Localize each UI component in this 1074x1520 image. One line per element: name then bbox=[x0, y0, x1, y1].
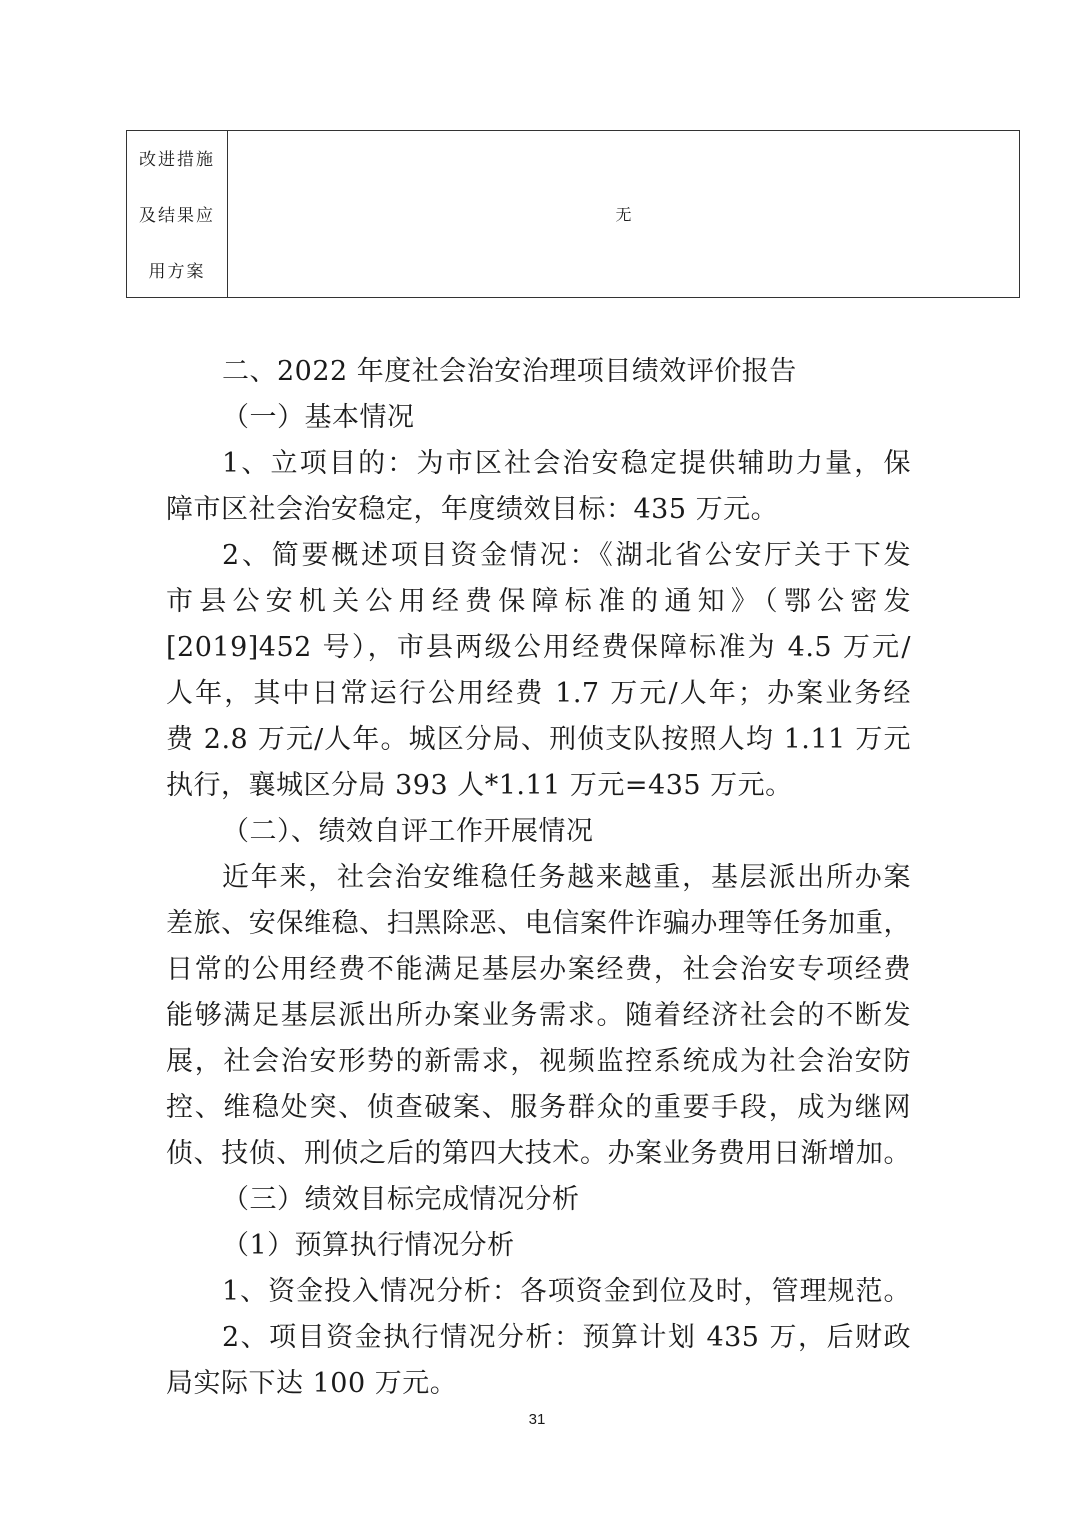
subsection-heading: （一）基本情况 bbox=[222, 402, 415, 433]
table-label-cell bbox=[127, 131, 228, 297]
table-label-line: 用方案 bbox=[148, 262, 206, 282]
paragraph-line: [2019]452 号），市县两级公用经费保障标准为 4.5 万元/ bbox=[166, 632, 911, 663]
paragraph-line: 侦、技侦、刑侦之后的第四大技术。办案业务费用日渐增加。 bbox=[166, 1138, 911, 1169]
paragraph-line: 能够满足基层派出所办案业务需求。随着经济社会的不断发 bbox=[166, 1000, 911, 1031]
paragraph-line: 展，社会治安形势的新需求，视频监控系统成为社会治安防 bbox=[166, 1046, 911, 1077]
improvement-measures-table bbox=[126, 130, 1020, 298]
section-heading: 二、2022 年度社会治安治理项目绩效评价报告 bbox=[222, 356, 797, 387]
paragraph-line: 控、维稳处突、侦查破案、服务群众的重要手段，成为继网 bbox=[166, 1092, 911, 1123]
paragraph-line: 市县公安机关公用经费保障标准的通知》（鄂公密发 bbox=[166, 586, 911, 617]
table-value-text: 无 bbox=[615, 205, 632, 224]
subsection-heading: （1）预算执行情况分析 bbox=[222, 1230, 515, 1261]
paragraph-line: 近年来，社会治安维稳任务越来越重，基层派出所办案 bbox=[222, 862, 911, 893]
paragraph-line: 局实际下达 100 万元。 bbox=[166, 1368, 458, 1399]
paragraph-line: 日常的公用经费不能满足基层办案经费，社会治安专项经费 bbox=[166, 954, 911, 985]
table-label-line: 及结果应 bbox=[139, 206, 215, 226]
subsection-heading: （三）绩效目标完成情况分析 bbox=[222, 1184, 580, 1215]
paragraph-line: 2、简要概述项目资金情况：《湖北省公安厅关于下发 bbox=[222, 540, 911, 571]
paragraph-line: 费 2.8 万元/人年。城区分局、刑侦支队按照人均 1.11 万元 bbox=[166, 724, 911, 755]
paragraph-line: 2、项目资金执行情况分析：预算计划 435 万，后财政 bbox=[222, 1322, 911, 1353]
paragraph-line: 差旅、安保维稳、扫黑除恶、电信案件诈骗办理等任务加重， bbox=[166, 908, 911, 939]
table-value-cell bbox=[228, 131, 1019, 297]
table-label-line: 改进措施 bbox=[139, 150, 215, 170]
page-number: 31 bbox=[528, 1411, 546, 1428]
paragraph-line: 障市区社会治安稳定，年度绩效目标：435 万元。 bbox=[166, 494, 779, 525]
paragraph-line: 1、资金投入情况分析：各项资金到位及时，管理规范。 bbox=[222, 1276, 911, 1307]
paragraph-line: 1、立项目的：为市区社会治安稳定提供辅助力量，保 bbox=[222, 448, 911, 479]
paragraph-line: 人年，其中日常运行公用经费 1.7 万元/人年；办案业务经 bbox=[166, 678, 911, 709]
subsection-heading: （二）、绩效自评工作开展情况 bbox=[222, 816, 594, 847]
paragraph-line: 执行，襄城区分局 393 人*1.11 万元=435 万元。 bbox=[166, 770, 793, 801]
